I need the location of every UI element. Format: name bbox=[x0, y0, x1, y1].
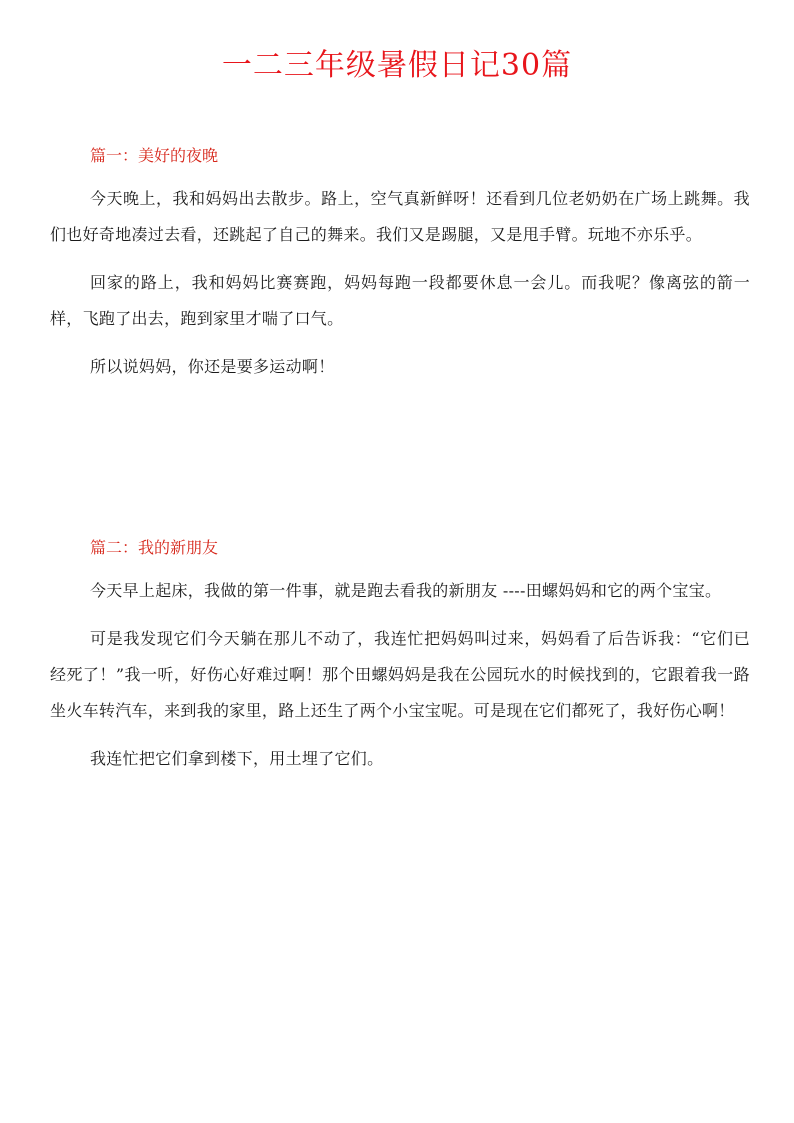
entry-heading: 篇二：我的新朋友 bbox=[90, 538, 219, 557]
document-title: 一二三年级暑假日记30篇 bbox=[221, 48, 573, 83]
diary-entry-1 bbox=[50, 145, 750, 385]
entry-paragraph: 可是我发现它们今天躺在那儿不动了，我连忙把妈妈叫过来，妈妈看了后告诉我：“它们已经死了！”我一听，好伤心好难过啊！那个田螺妈妈是我在公园玩水的时候找到的，它跟着我一路坐火车转汽车，来到我的家里，路上还生了两个小宝宝呢。可是现在它们都死了，我好伤心啊！ bbox=[50, 629, 750, 720]
entry-heading: 篇一：美好的夜晚 bbox=[90, 146, 219, 165]
entry-paragraph: 今天早上起床，我做的第一件事，就是跑去看我的新朋友 ----田螺妈妈和它的两个宝宝。 bbox=[90, 581, 722, 600]
entry-paragraph: 所以说妈妈，你还是要多运动啊！ bbox=[90, 357, 335, 376]
entry-paragraph: 我连忙把它们拿到楼下，用土埋了它们。 bbox=[90, 749, 384, 768]
entry-paragraph: 回家的路上，我和妈妈比赛赛跑，妈妈每跑一段都要休息一会儿。而我呢？像离弦的箭一样，飞跑了出去，跑到家里才喘了口气。 bbox=[50, 273, 750, 328]
entry-paragraph: 今天晚上，我和妈妈出去散步。路上，空气真新鲜呀！还看到几位老奶奶在广场上跳舞。我们也好奇地凑过去看，还跳起了自己的舞来。我们又是踢腿，又是甩手臂。玩地不亦乐乎。 bbox=[50, 189, 750, 244]
diary-entry-2 bbox=[50, 537, 750, 777]
